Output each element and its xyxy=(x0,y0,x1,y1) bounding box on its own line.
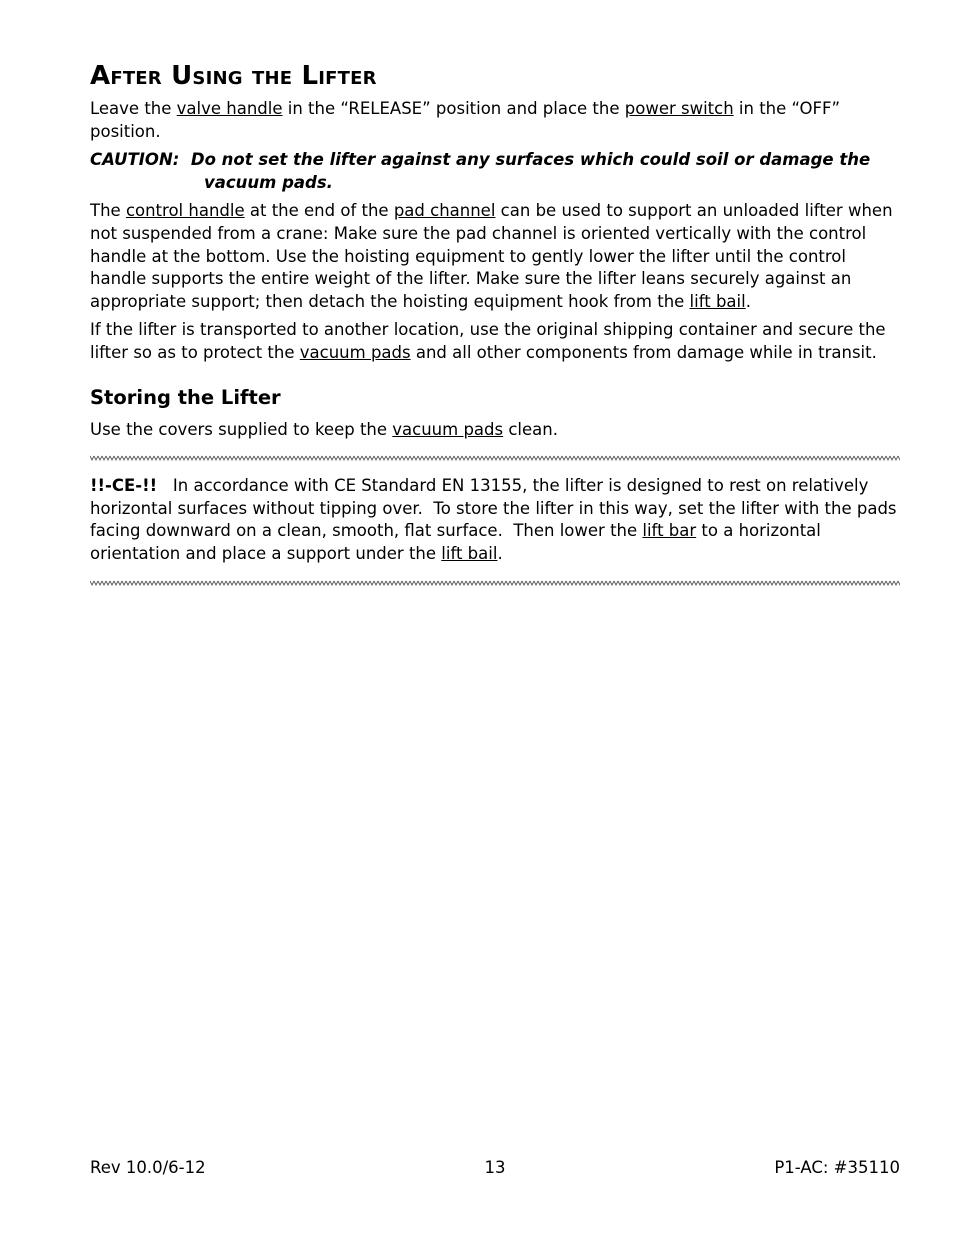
control-handle-term: control handle xyxy=(125,201,245,221)
text-run: in the “OFF” position. xyxy=(90,99,841,141)
pad-channel-term: pad channel xyxy=(393,201,496,221)
text-run: . xyxy=(497,543,503,563)
text-run: clean. xyxy=(503,419,558,439)
power-switch-term: power switch xyxy=(624,99,734,118)
text-run: at the end of the xyxy=(244,201,394,221)
text-run: and all other components from damage while in transit. xyxy=(410,342,877,362)
model-number: P1-AC: #35110 xyxy=(774,1158,900,1177)
divider-top xyxy=(90,455,900,461)
vacuum-pads-term: vacuum pads xyxy=(392,419,504,439)
text-run: Leave the xyxy=(90,99,177,118)
storing-subheading: Storing the Lifter xyxy=(90,385,281,409)
document-page xyxy=(90,58,900,600)
page-footer xyxy=(90,1156,900,1180)
vacuum-pads-term: vacuum pads xyxy=(299,342,411,362)
lift-bar-term: lift bar xyxy=(642,521,697,541)
text-run: Use the covers supplied to keep the xyxy=(90,419,393,439)
page-number: 13 xyxy=(484,1158,506,1177)
caution-note xyxy=(90,149,900,194)
control-handle-paragraph xyxy=(90,200,900,313)
caution-text: Do not set the lifter against any surfaces which could soil or damage the vacuum pads. xyxy=(190,150,871,192)
covers-paragraph xyxy=(90,419,900,442)
ce-note-paragraph xyxy=(90,475,900,565)
ce-tag: !!-CE-!! xyxy=(90,476,158,496)
text-run: can be used to support an unloaded lifter when not suspended from a crane: Make sure the pad channel is oriented vertically with the control handle at the bottom. Use the hoisting equipment to gently lower the lifter until the control handle supports the entire weight of the lifter. Make sure the lifter leans securely against an appropriate support; then detach the hoisting equipment hook from the xyxy=(90,201,893,311)
text-run: If the lifter is transported to another location, use the original shipping container and secure the lifter so as to protect the xyxy=(90,320,886,362)
lift-bail-term: lift bail xyxy=(441,543,498,563)
text-run: in the “RELEASE” position and place the xyxy=(282,99,625,118)
lift-bail-term: lift bail xyxy=(689,291,746,311)
section-heading: After Using the Lifter xyxy=(90,61,377,91)
text-run: . xyxy=(745,291,751,311)
text-run: The xyxy=(90,201,126,221)
release-instruction-paragraph xyxy=(90,98,900,143)
text-run: to a horizontal orientation and place a support under the xyxy=(90,521,821,563)
valve-handle-term: valve handle xyxy=(176,99,283,118)
text-run: In accordance with CE Standard EN 13155, the lifter is designed to rest on relatively horizontal surfaces without tipping over. To store the lifter in this way, set the lifter with the pads facing downward on a clean, smooth, flat surface. Then lower the xyxy=(90,476,902,541)
revision-label: Rev 10.0/6-12 xyxy=(90,1158,206,1177)
transport-paragraph xyxy=(90,319,900,364)
caution-label: CAUTION: xyxy=(90,150,180,170)
divider-bottom xyxy=(90,580,900,586)
